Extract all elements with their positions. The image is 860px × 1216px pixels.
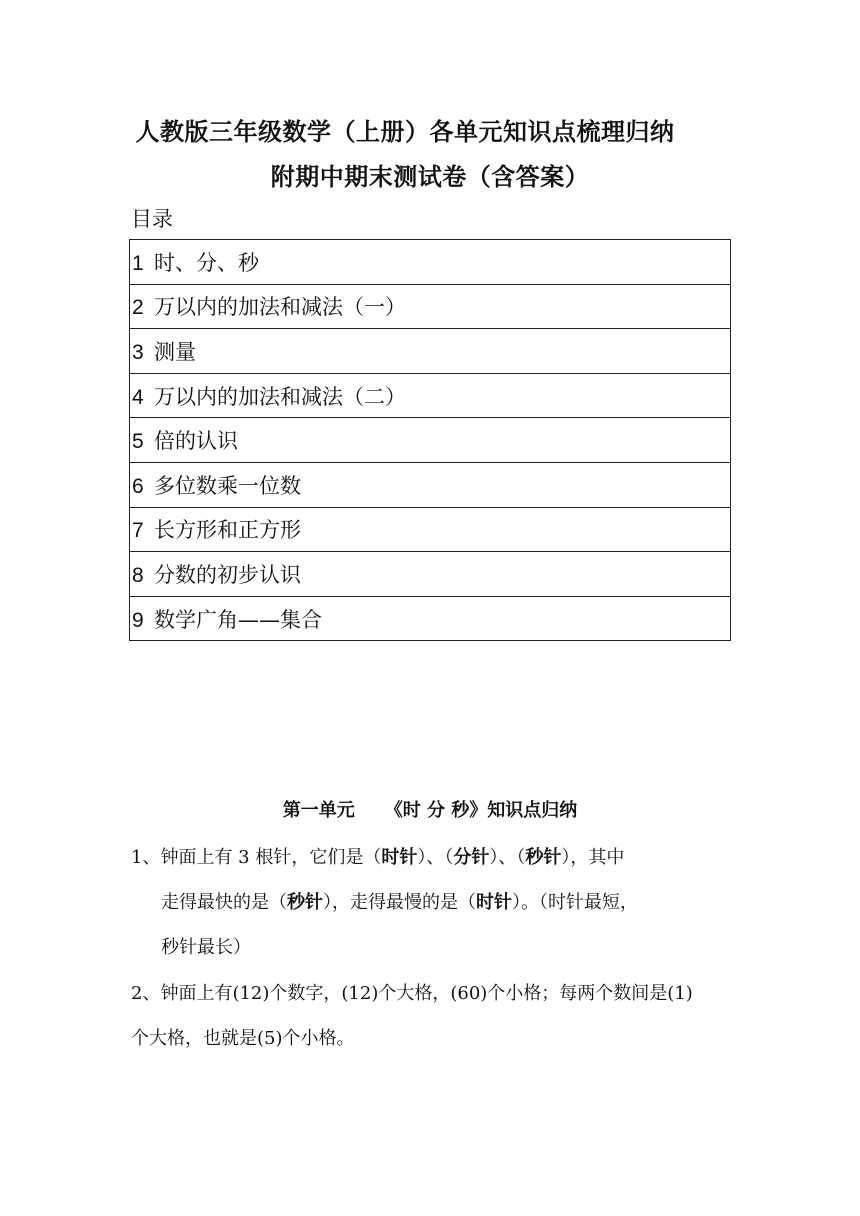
section-topic: 《时 分 秒》知识点归纳 (384, 800, 578, 821)
toc-row[interactable] (130, 507, 731, 552)
text-run: ）、（ (417, 847, 454, 868)
answer-second-hand: 秒针 (525, 847, 562, 868)
toc-label: 数学广角——集合 (154, 607, 322, 632)
toc-heading: 目录 (131, 207, 173, 231)
toc-label: 万以内的加法和减法（一） (154, 295, 406, 320)
toc-cell[interactable] (130, 462, 731, 507)
text-run: ）、（ (489, 847, 526, 868)
text-run: ），走得最慢的是（ (323, 892, 476, 913)
answer-hour-hand: 时针 (381, 847, 418, 868)
toc-number: 6 (132, 474, 144, 498)
text-line: 个大格，也就是(5)个小格。 (131, 1028, 355, 1049)
toc-number: 4 (132, 385, 144, 409)
text-run: ）。（时针最短， (512, 892, 638, 913)
toc-label: 分数的初步认识 (154, 562, 301, 587)
toc-cell[interactable] (130, 284, 731, 329)
toc-number: 3 (132, 340, 144, 364)
text-run: 1、钟面上有 3 根针，它们是（ (131, 847, 382, 868)
knowledge-point-1 (131, 835, 741, 970)
indented-line (131, 880, 741, 925)
toc-number: 9 (132, 608, 144, 632)
toc-row[interactable] (130, 552, 731, 597)
toc-number: 8 (132, 563, 144, 587)
toc-row[interactable] (130, 373, 731, 418)
answer-minute-hand: 分针 (453, 847, 490, 868)
toc-label: 多位数乘一位数 (154, 473, 301, 498)
toc-cell[interactable] (130, 373, 731, 418)
document-title-line-2: 附期中期末测试卷（含答案） (270, 163, 590, 191)
section-unit: 第一单元 (282, 800, 355, 821)
answer-slowest: 时针 (476, 892, 512, 913)
document-title-line-1: 人教版三年级数学（上册）各单元知识点梳理归纳 (135, 118, 675, 146)
answer-fastest: 秒针 (287, 892, 323, 913)
text-run: 走得最快的是（ (161, 892, 287, 913)
toc-row[interactable] (130, 329, 731, 374)
toc-table (129, 239, 731, 641)
toc-row[interactable] (130, 462, 731, 507)
knowledge-point-2 (131, 971, 741, 1061)
toc-cell[interactable] (130, 507, 731, 552)
toc-number: 5 (132, 430, 144, 454)
toc-label: 倍的认识 (154, 429, 238, 454)
text-run: ），其中 (561, 847, 625, 868)
toc-row[interactable] (130, 240, 731, 285)
toc-row[interactable] (130, 596, 731, 641)
toc-cell[interactable] (130, 240, 731, 285)
text-line: 2、钟面上有(12)个数字，(12)个大格，(60)个小格；每两个数间是(1) (131, 983, 693, 1004)
toc-label: 万以内的加法和减法（二） (154, 384, 406, 409)
toc-cell[interactable] (130, 552, 731, 597)
toc-number: 2 (132, 296, 144, 320)
toc-cell[interactable] (130, 418, 731, 463)
toc-label: 时、分、秒 (154, 250, 259, 275)
toc-number: 7 (132, 519, 144, 543)
indented-line: 秒针最长） (161, 937, 251, 958)
toc-row[interactable] (130, 418, 731, 463)
toc-cell[interactable] (130, 329, 731, 374)
section-title (0, 796, 860, 822)
toc-row[interactable] (130, 284, 731, 329)
toc-label: 测量 (154, 339, 196, 364)
toc-label: 长方形和正方形 (154, 518, 301, 543)
toc-cell[interactable] (130, 596, 731, 641)
toc-number: 1 (132, 251, 144, 275)
